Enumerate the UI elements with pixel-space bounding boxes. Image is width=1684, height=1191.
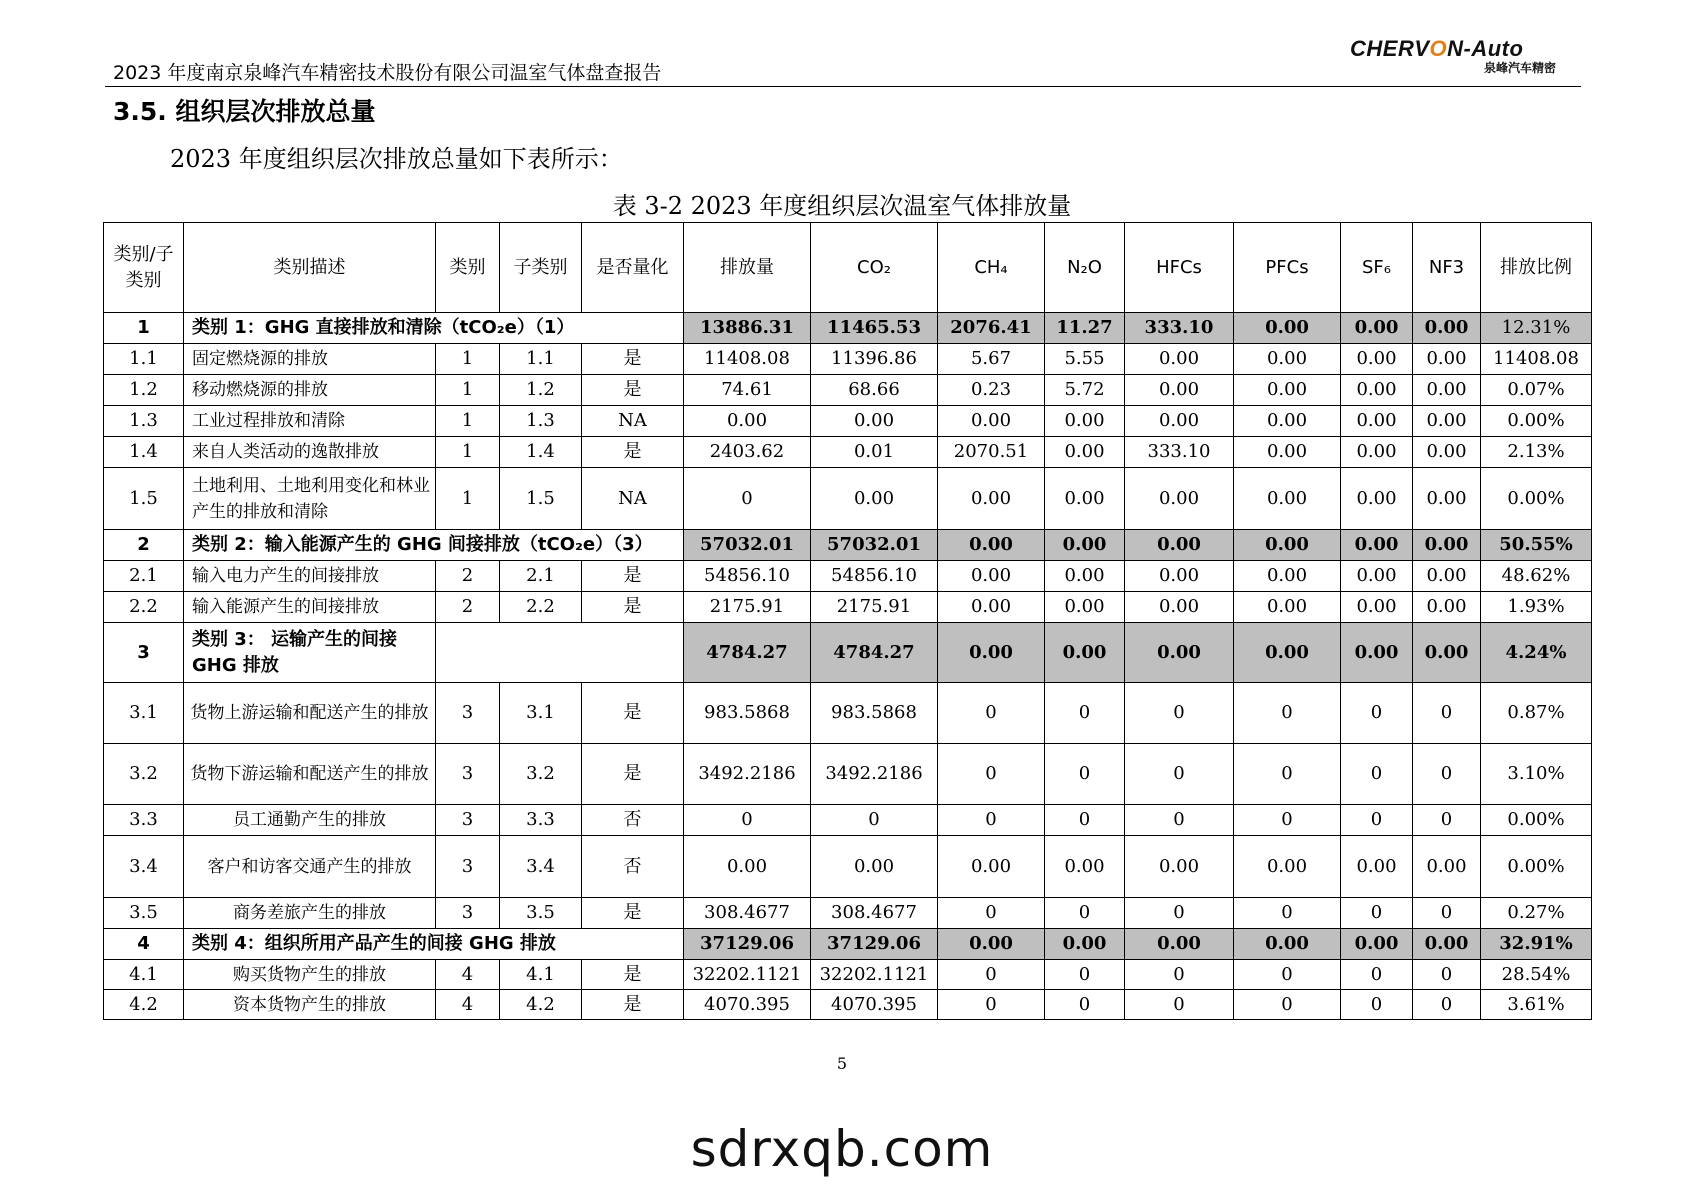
- table-row-category-3: 3 类别 3： 运输产生的间接 GHG 排放 4784.27 4784.27 0.00 0.00 0.00 0.00 0.00 0.00 4.24%: [104, 623, 1592, 683]
- header-sf6: SF₆: [1341, 223, 1413, 313]
- table-row-category-4: 4 类别 4：组织所用产品产生的间接 GHG 排放 37129.06 37129.06 0.00 0.00 0.00 0.00 0.00 0.00 32.91%: [104, 929, 1592, 960]
- header-code: 类别/子类别: [104, 223, 184, 313]
- table-row: 1.2 移动燃烧源的排放 1 1.2 是 74.61 68.66 0.23 5.72 0.00 0.00 0.00 0.00 0.07%: [104, 375, 1592, 406]
- report-header-title: 2023 年度南京泉峰汽车精密技术股份有限公司温室气体盘查报告: [113, 62, 662, 84]
- table-row: 3.3 员工通勤产生的排放 3 3.3 否 0 0 0 0 0 0 0 0 0.00%: [104, 805, 1592, 836]
- chervon-auto-logo: [1350, 36, 1586, 78]
- table-row: 2.2 输入能源产生的间接排放 2 2.2 是 2175.91 2175.91 0.00 0.00 0.00 0.00 0.00 0.00 1.93%: [104, 592, 1592, 623]
- header-divider: [105, 86, 1581, 87]
- section-title: 3.5. 组织层次排放总量: [113, 97, 376, 126]
- header-quant: 是否量化: [582, 223, 684, 313]
- table-row-category-1: 1 类别 1：GHG 直接排放和清除（tCO₂e）（1） 13886.31 11465.53 2076.41 11.27 333.10 0.00 0.00 0.00 12.31%: [104, 313, 1592, 344]
- table-row: 4.1 购买货物产生的排放 4 4.1 是 32202.1121 32202.1121 0 0 0 0 0 0 28.54%: [104, 960, 1592, 990]
- table-row: 1.5 土地利用、土地利用变化和林业产生的排放和清除 1 1.5 NA 0 0.00 0.00 0.00 0.00 0.00 0.00 0.00 0.00%: [104, 468, 1592, 530]
- table-row: 1.3 工业过程排放和清除 1 1.3 NA 0.00 0.00 0.00 0.00 0.00 0.00 0.00 0.00 0.00%: [104, 406, 1592, 437]
- table-row: 4.2 资本货物产生的排放 4 4.2 是 4070.395 4070.395 0 0 0 0 0 0 3.61%: [104, 990, 1592, 1020]
- table-row: 2.1 输入电力产生的间接排放 2 2.1 是 54856.10 54856.10 0.00 0.00 0.00 0.00 0.00 0.00 48.62%: [104, 561, 1592, 592]
- header-total: 排放量: [684, 223, 811, 313]
- site-watermark: sdrxqb.com: [690, 1120, 994, 1178]
- header-ch4: CH₄: [938, 223, 1045, 313]
- table-row: 3.1 货物上游运输和配送产生的排放 3 3.1 是 983.5868 983.5868 0 0 0 0 0 0 0.87%: [104, 683, 1592, 744]
- table-row: 3.2 货物下游运输和配送产生的排放 3 3.2 是 3492.2186 3492.2186 0 0 0 0 0 0 3.10%: [104, 744, 1592, 805]
- table-row-category-2: 2 类别 2：输入能源产生的 GHG 间接排放（tCO₂e）（3） 57032.01 57032.01 0.00 0.00 0.00 0.00 0.00 0.00 50.55%: [104, 530, 1592, 561]
- table-header-row: [104, 223, 1592, 313]
- header-cat: 类别: [436, 223, 500, 313]
- table-caption: 表 3-2 2023 年度组织层次温室气体排放量: [612, 192, 1072, 220]
- header-co2: CO₂: [811, 223, 938, 313]
- section-intro: 2023 年度组织层次排放总量如下表所示：: [170, 145, 623, 173]
- table-row: 1.4 来自人类活动的逸散排放 1 1.4 是 2403.62 0.01 2070.51 0.00 333.10 0.00 0.00 0.00 2.13%: [104, 437, 1592, 468]
- table-row: 3.5 商务差旅产生的排放 3 3.5 是 308.4677 308.4677 0 0 0 0 0 0 0.27%: [104, 898, 1592, 929]
- header-hfcs: HFCs: [1125, 223, 1234, 313]
- table-row: 3.4 客户和访客交通产生的排放 3 3.4 否 0.00 0.00 0.00 0.00 0.00 0.00 0.00 0.00 0.00%: [104, 836, 1592, 898]
- table-row: 1.1 固定燃烧源的排放 1 1.1 是 11408.08 11396.86 5.67 5.55 0.00 0.00 0.00 0.00 11408.08: [104, 344, 1592, 375]
- header-sub: 子类别: [500, 223, 582, 313]
- header-ratio: 排放比例: [1481, 223, 1592, 313]
- page-number: 5: [836, 1054, 848, 1073]
- header-desc: 类别描述: [184, 223, 436, 313]
- emissions-table: [103, 222, 1592, 1020]
- header-pfcs: PFCs: [1234, 223, 1341, 313]
- logo-wordmark: CHERVON-Auto: [1350, 36, 1524, 61]
- logo-subtitle: 泉峰汽车精密: [1483, 61, 1556, 75]
- header-n2o: N₂O: [1045, 223, 1125, 313]
- header-nf3: NF3: [1413, 223, 1481, 313]
